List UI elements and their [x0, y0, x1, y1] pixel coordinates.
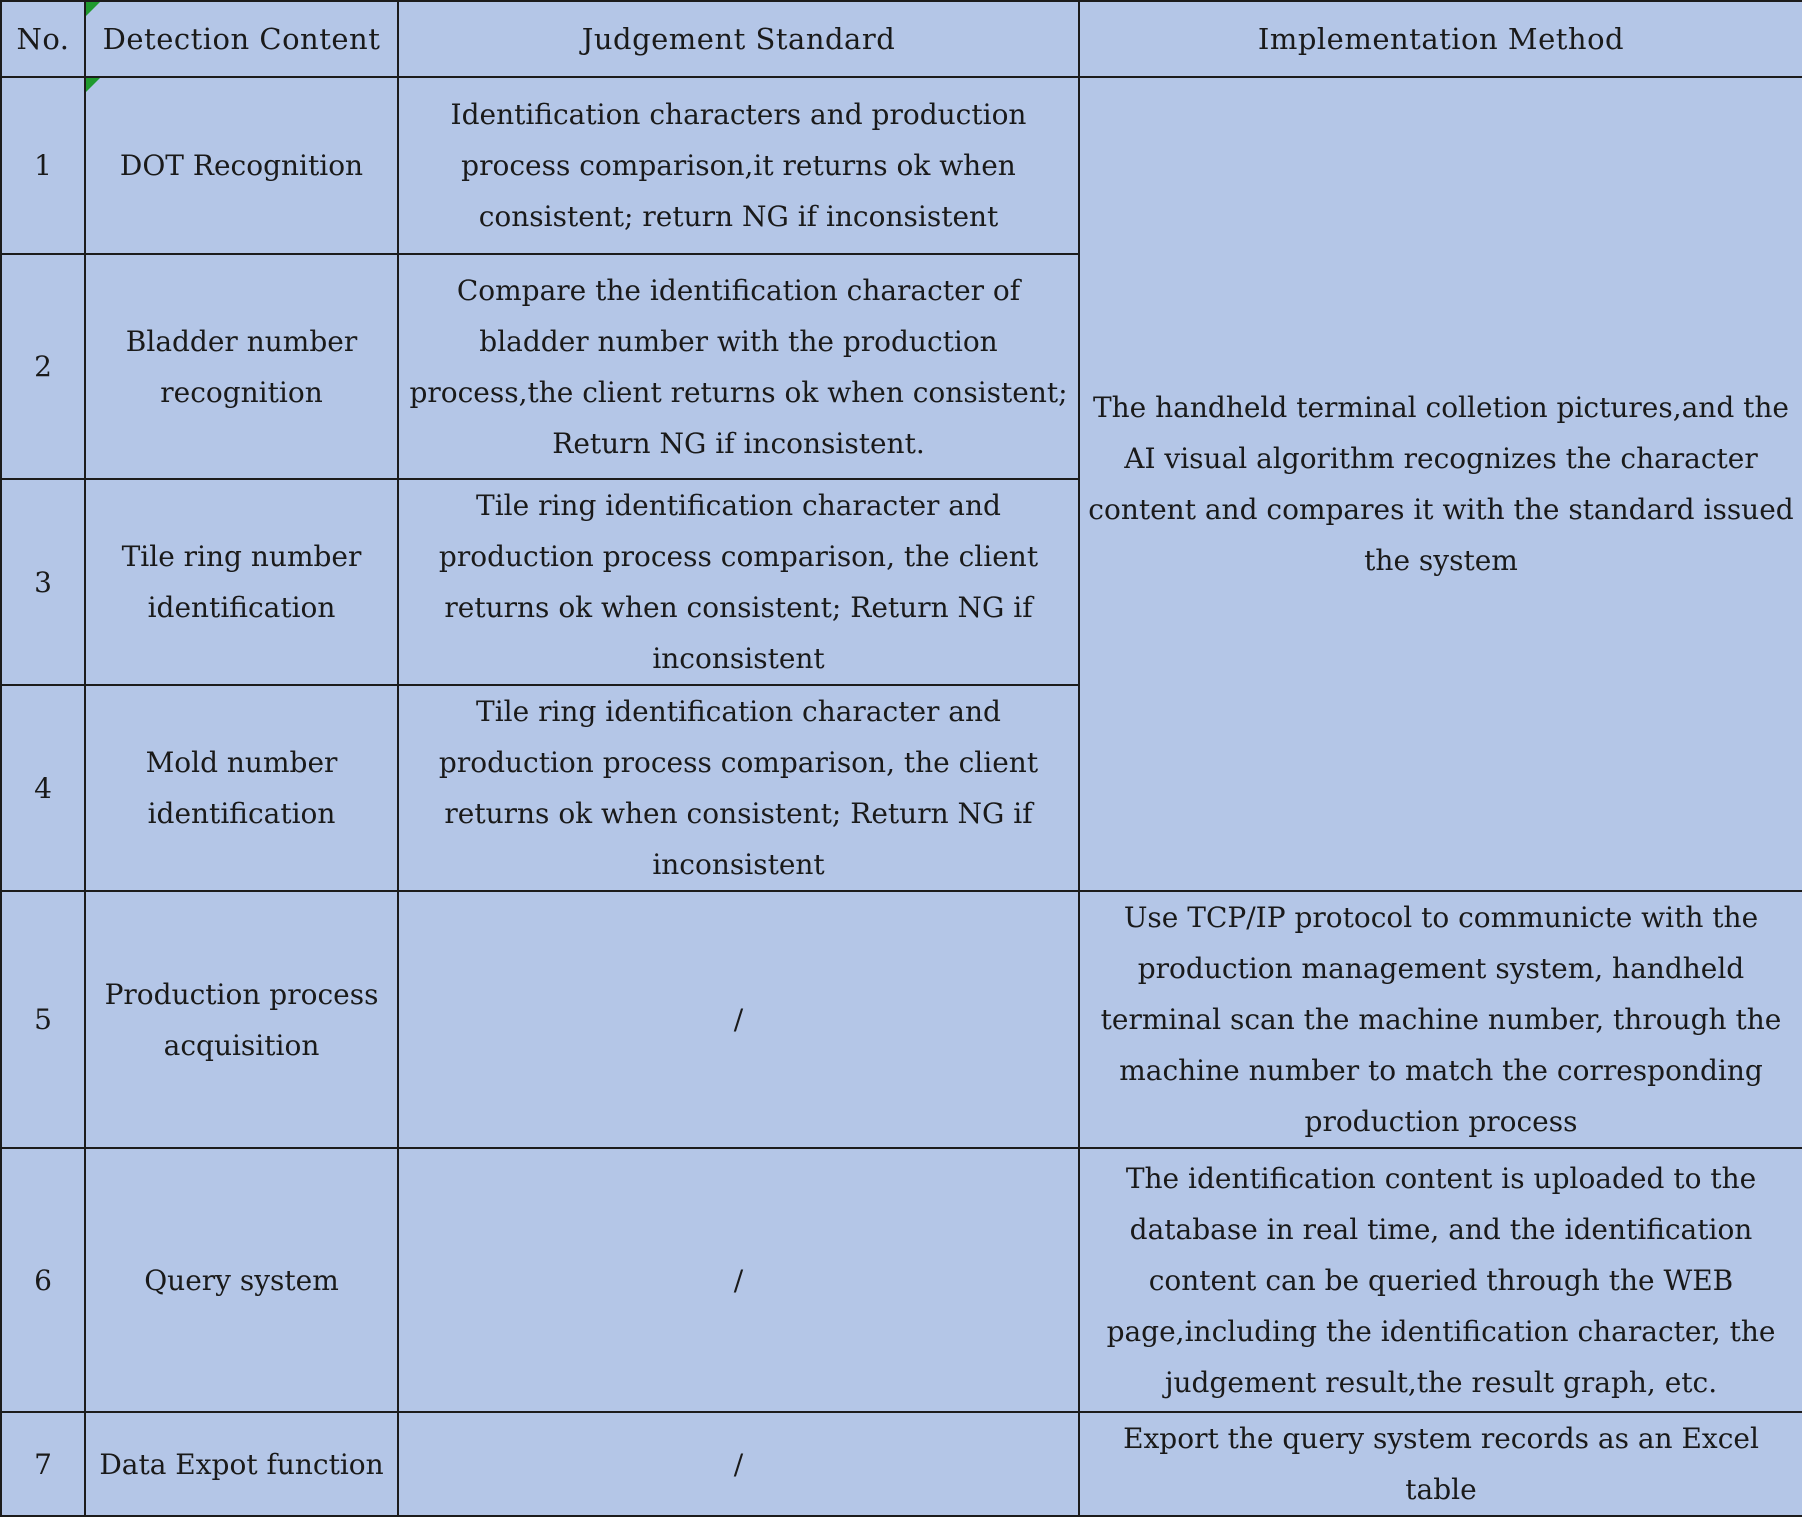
header-implementation-method[interactable]: Implementation Method	[1079, 1, 1802, 77]
row-number[interactable]: 2	[1, 254, 85, 479]
header-no[interactable]: No.	[1, 1, 85, 77]
detection-content-cell[interactable]: Data Expot function	[85, 1412, 398, 1516]
implementation-method-merged-cell[interactable]: The handheld terminal colletion pictures,and the AI visual algorithm recognizes the character content and compares it with the standard issued the system	[1079, 77, 1802, 891]
row-number[interactable]: 6	[1, 1148, 85, 1412]
header-row	[1, 1, 1802, 77]
detection-content-cell[interactable]: Mold number identification	[85, 685, 398, 891]
table-row	[1, 77, 1802, 254]
implementation-method-cell[interactable]: The identification content is uploaded to the database in real time, and the identification content can be queried through the WEB page,including the identification character, the judgement result,the result graph, etc.	[1079, 1148, 1802, 1412]
detection-content-cell[interactable]: Bladder number recognition	[85, 254, 398, 479]
table-row	[1, 891, 1802, 1148]
row-number[interactable]: 7	[1, 1412, 85, 1516]
implementation-method-cell[interactable]: Export the query system records as an Excel table	[1079, 1412, 1802, 1516]
detection-content-cell[interactable]: Tile ring number identification	[85, 479, 398, 685]
judgement-standard-cell[interactable]: /	[398, 1412, 1079, 1516]
judgement-standard-cell[interactable]: /	[398, 891, 1079, 1148]
judgement-standard-cell[interactable]: Identification characters and production process comparison,it returns ok when consistent; return NG if inconsistent	[398, 77, 1079, 254]
row-number[interactable]: 1	[1, 77, 85, 254]
implementation-method-cell[interactable]: Use TCP/IP protocol to communicte with the production management system, handheld terminal scan the machine number, through the machine number to match the corresponding production process	[1079, 891, 1802, 1148]
row-number[interactable]: 5	[1, 891, 85, 1148]
table-row	[1, 1148, 1802, 1412]
comment-indicator-icon[interactable]	[86, 78, 100, 92]
detection-content-cell[interactable]: Production process acquisition	[85, 891, 398, 1148]
comment-indicator-icon[interactable]	[86, 2, 100, 16]
detection-content-cell[interactable]: Query system	[85, 1148, 398, 1412]
row-number[interactable]: 3	[1, 479, 85, 685]
judgement-standard-cell[interactable]: /	[398, 1148, 1079, 1412]
row-number[interactable]: 4	[1, 685, 85, 891]
header-detection-content[interactable]: Detection Content	[85, 1, 398, 77]
judgement-standard-cell[interactable]: Tile ring identification character and production process comparison, the client returns ok when consistent; Return NG if inconsistent	[398, 479, 1079, 685]
judgement-standard-cell[interactable]: Tile ring identification character and production process comparison, the client returns ok when consistent; Return NG if inconsistent	[398, 685, 1079, 891]
header-judgement-standard[interactable]: Judgement Standard	[398, 1, 1079, 77]
judgement-standard-cell[interactable]: Compare the identification character of bladder number with the production process,the client returns ok when consistent; Return NG if inconsistent.	[398, 254, 1079, 479]
table-row	[1, 1412, 1802, 1516]
detection-content-cell[interactable]: DOT Recognition	[85, 77, 398, 254]
